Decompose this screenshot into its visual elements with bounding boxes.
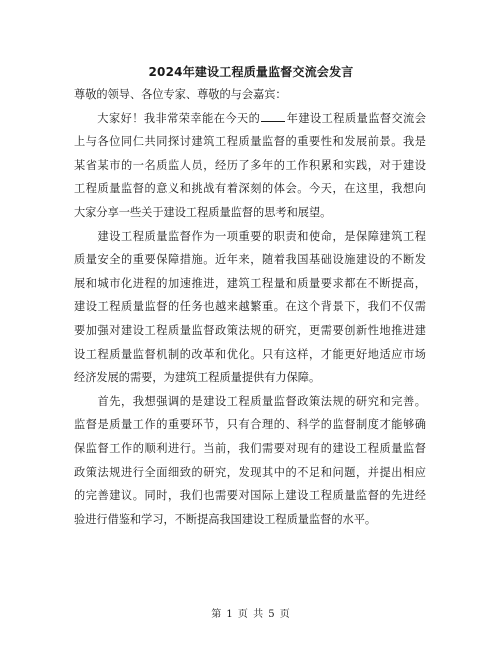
- paragraph-3-text: 首先，我想强调的是建设工程质量监督政策法规的研究和完善。: [97, 394, 426, 408]
- paragraph-2-line-3: 展和城市化进程的加速推进，建筑工程量和质量要求都在不断提高，: [74, 276, 426, 290]
- paragraph-1-line-1: [74, 107, 426, 131]
- paragraph-2-text: 建设工程质量监督作为一项重要的职责和使命，是保障建筑工程: [97, 229, 426, 243]
- paragraph-2-line-7: 经济发展的需要，为建筑工程质量提供有力保障。: [74, 371, 321, 385]
- document-body: [74, 83, 426, 531]
- paragraph-2-line-6: 设工程质量监督机制的改革和优化。只有这样，才能更好地适应市场: [74, 347, 426, 361]
- paragraph-1-text-a: 大家好！我非常荣幸能在今天的: [97, 111, 261, 125]
- paragraph-1-line-3: 某省某市的一名质监人员，经历了多年的工作积累和实践，对于建设: [74, 158, 426, 172]
- paragraph-1-line-5: 大家分享一些关于建设工程质量监督的思考和展望。: [74, 205, 332, 219]
- paragraph-2-line-1: [74, 225, 426, 249]
- paragraph-1-line-4: 工程质量监督的意义和挑战有着深刻的体会。今天，在这里，我想向: [74, 182, 426, 196]
- paragraph-2-line-4: 建设工程质量监督的任务也越来越繁重。在这个背景下，我们不仅需: [74, 300, 426, 314]
- salutation: [74, 83, 426, 107]
- document-title: 2024年建设工程质量监督交流会发言: [148, 65, 354, 79]
- paragraph-3-line-4: 政策法规进行全面细致的研究，发现其中的不足和问题，并提出相应: [74, 465, 426, 479]
- salutation-text: 尊敬的领导、各位专家、尊敬的与会嘉宾：: [74, 88, 287, 101]
- paragraph-1-text-b: 年建设工程质量监督交流会: [286, 111, 426, 125]
- paragraph-3-line-3: 保监督工作的顺利进行。当前，我们需要对现有的建设工程质量监督: [74, 441, 426, 455]
- paragraph-1-line-2: 上与各位同仁共同探讨建筑工程质量监督的重要性和发展前景。我是: [74, 135, 426, 149]
- paragraph-3-line-1: [74, 390, 426, 414]
- year-blank: [261, 110, 285, 122]
- paragraph-2-line-5: 要加强对建设工程质量监督政策法规的研究，更需要创新性地推进建: [74, 323, 426, 337]
- paragraph-3-line-2: 监督是质量工作的重要环节，只有合理的、科学的监督制度才能够确: [74, 418, 426, 432]
- paragraph-3-line-5: 的完善建议。同时，我们也需要对国际上建设工程质量监督的先进经: [74, 489, 426, 503]
- paragraph-3-line-6: 验进行借鉴和学习，不断提高我国建设工程质量监督的水平。: [74, 512, 377, 526]
- paragraph-2-line-2: 质量安全的重要保障措施。近年来，随着我国基础设施建设的不断发: [74, 253, 426, 267]
- page-number-footer: 第 1 页 共 5 页: [211, 609, 291, 620]
